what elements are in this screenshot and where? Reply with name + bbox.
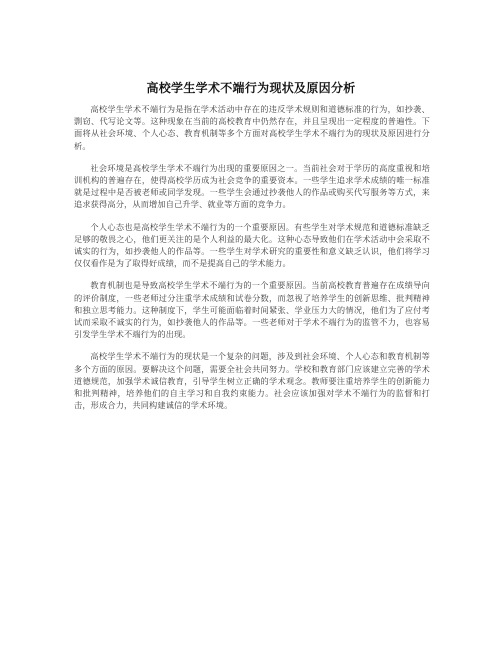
document-title: 高校学生学术不端行为现状及原因分析 bbox=[146, 81, 356, 95]
paragraph-personal-mindset: 个人心态也是高校学生学术不端行为的一个重要原因。有些学生对学术规范和道德标准缺乏足够的敬畏之心，他们更关注的是个人利益的最大化。这种心态导致他们在学术活动中会采取不诚实的行为，如抄袭他人的作品等。一些学生对学术研究的重要性和意义缺乏认识，他们将学习仅仅看作是为了取得好成绩，而不是提高自己的学术能力。 bbox=[74, 221, 430, 269]
document-body bbox=[74, 103, 430, 421]
paragraph-intro: 高校学生学术不端行为是指在学术活动中存在的违反学术规则和道德标准的行为，如抄袭、剽窃、代写论文等。这种现象在当前的高校教育中仍然存在，并且呈现出一定程度的普遍性。下面将从社会环境、个人心态、教育机制等多个方面对高校学生学术不端行为的现状及原因进行分析。 bbox=[74, 104, 430, 151]
paragraph-conclusion: 高校学生学术不端行为的现状是一个复杂的问题，涉及到社会环境、个人心态和教育机制等多个方面的原因。要解决这个问题，需要全社会共同努力。学校和教育部门应该建立完善的学术道德规范，加强学术诚信教育，引导学生树立正确的学术观念。教师要注重培养学生的创新能力和批判精神，培养他们的自主学习和自我约束能力。社会应该加强对学术不端行为的监督和打击，形成合力，共同构建诚信的学术环境。 bbox=[74, 351, 430, 411]
paragraph-education-mechanism: 教育机制也是导致高校学生学术不端行为的一个重要原因。当前高校教育普遍存在成绩导向的评价制度，一些老师过分注重学术成绩和试卷分数，而忽视了培养学生的创新思维、批判精神和独立思考能力。这种制度下，学生可能面临着时间紧张、学业压力大的情况，他们为了应付考试而采取不诚实的行为，如抄袭他人的作品等。一些老师对于学术不端行为的监管不力，也容易引发学生学术不端行为的出现。 bbox=[74, 280, 430, 340]
paragraph-social-environment: 社会环境是高校学生学术不端行为出现的重要原因之一。当前社会对于学历的高度重视和培训机构的普遍存在，使得高校学历成为社会竞争的重要资本。一些学生追求学术成绩的唯一标准就是过程中是否被老师或同学发现。一些学生会通过抄袭他人的作品或购买代写服务等方式，来追求获得高分，从而增加自己升学、就业等方面的竞争力。 bbox=[74, 162, 430, 210]
